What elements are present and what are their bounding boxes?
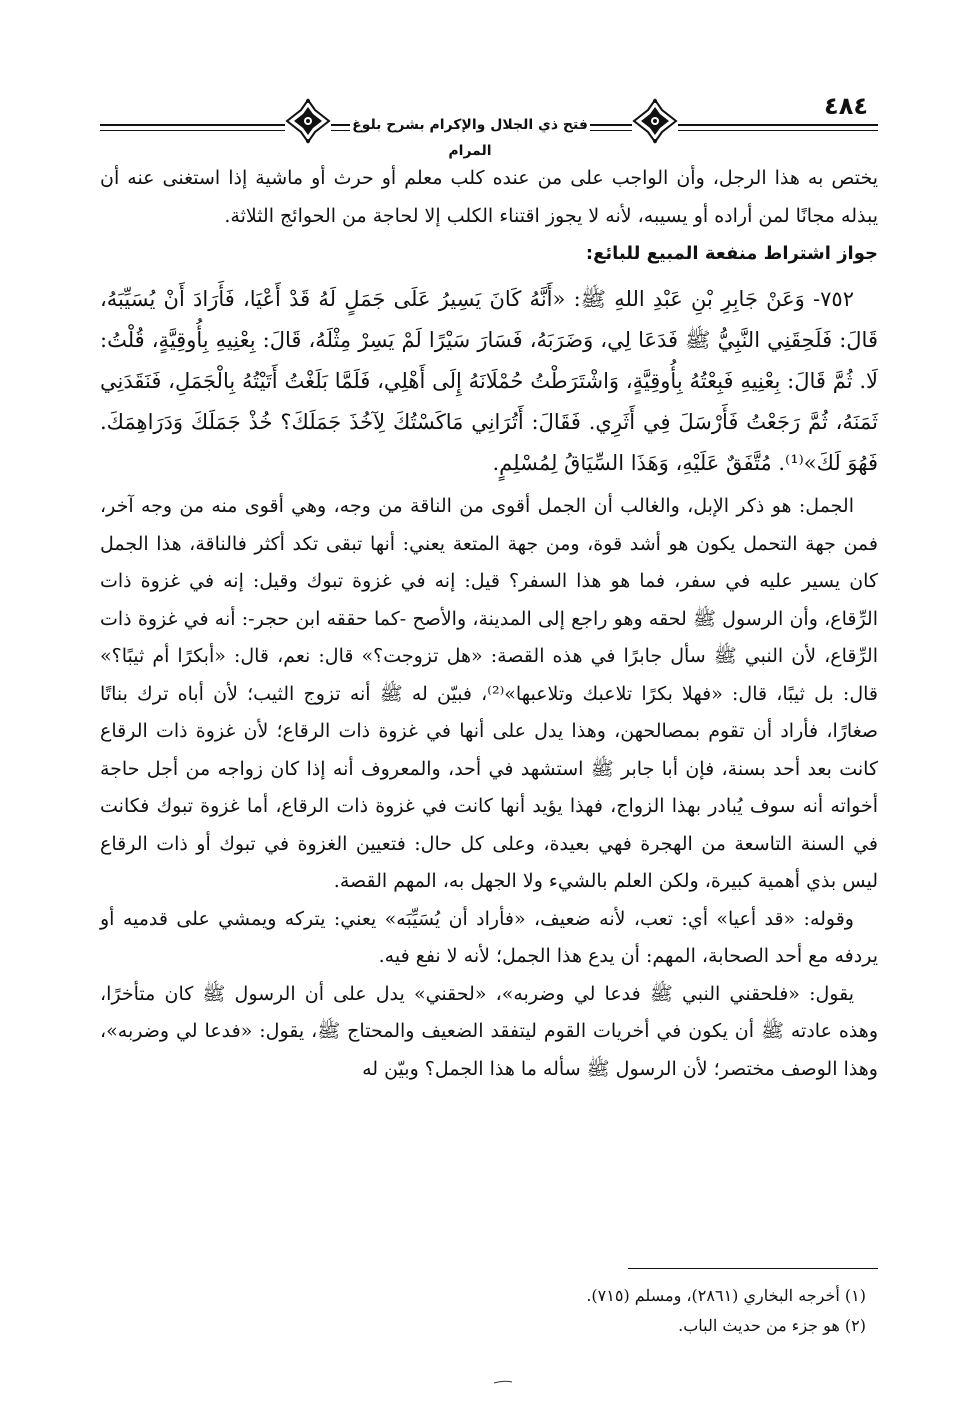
prophet-paragraph: يقول: «فلحقني النبي ﷺ فدعا لي وضربه»، «لحقني» يدل على أن الرسول ﷺ كان متأخرًا، وهذه عادته ﷺ أن يكون في أخريات القوم ليتفقد الضعيف والمحتاج ﷺ، يقول: «فدعا لي وضربه»، وهذا الوصف مختصر؛ لأن الرسول ﷺ سأله ما هذا الجمل؟ وبيّن له <box>100 982 878 1080</box>
section-heading: جواز اشتراط منفعة المبيع للبائع: <box>585 243 878 264</box>
footnote-1: (١) أخرجه البخاري (٢٨٦١)، ومسلم (٧١٥). <box>586 1286 866 1305</box>
main-text <box>100 160 878 1088</box>
book-title: فتح ذي الجلال والإكرام بشرح بلوغ المرام <box>350 112 590 164</box>
tired-paragraph: وقوله: «قد أعيا» أي: تعب، لأنه ضعيف، «فأراد أن يُسَيِّبَه» يعني: يتركه ويمشي على قدميه أو يردفه مع أحد الصحابة، المهم: أن يدع هذا الجمل؛ لأنه لا نفع فيه. <box>100 907 878 967</box>
page-number: ٤٨٤ <box>820 92 872 120</box>
hadith-text: ٧٥٢- وَعَنْ جَابِرِ بْنِ عَبْدِ اللهِ ﷺ: «أَنَّهُ كَانَ يَسِيرُ عَلَى جَمَلٍ لَهُ قَدْ أَعْيَا، فَأَرَادَ أَنْ يُسَيِّبَهُ، قَالَ: فَلَحِقَنِي النَّبِيُّ ﷺ فَدَعَا لِي، وَضَرَبَهُ، فَسَارَ سَيْرًا لَمْ يَسِرْ مِثْلَهُ، قَالَ: بِعْنِيهِ بِأُوقِيَّةٍ، قُلْتُ: لَا. ثُمَّ قَالَ: بِعْنِيهِ فَبِعْتُهُ بِأُوقِيَّةٍ، وَاشْتَرَطْتُ حُمْلَانَهُ إِلَى أَهْلِي، فَلَمَّا بَلَغْتُ أَتَيْتُهُ بِالْجَمَلِ، فَنَقَدَنِي ثَمَنَهُ، ثُمَّ رَجَعْتُ فَأَرْسَلَ فِي أَثَرِي. فَقَالَ: أَتُرَانِي مَاكَسْتُكَ لِآخُذَ جَمَلَكَ؟ خُذْ جَمَلَكَ وَدَرَاهِمَكَ. فَهُوَ لَكَ»⁽¹⁾. مُتَّفَقٌ عَلَيْهِ، وَهَذَا السِّيَاقُ لِمُسْلِمٍ. <box>100 287 878 475</box>
page-mark <box>493 1380 513 1384</box>
footnote-divider <box>628 1268 878 1269</box>
floral-ornament-icon <box>285 98 331 144</box>
floral-ornament-icon <box>632 98 678 144</box>
footnote-2: (٢) هو جزء من حديث الباب. <box>678 1316 866 1335</box>
footnotes <box>100 1268 878 1341</box>
page-header <box>100 92 878 159</box>
camel-paragraph: الجمل: هو ذكر الإبل، والغالب أن الجمل أقوى من الناقة من وجه، وهي أقوى منه من وجه آخر، فمن جهة التحمل يكون هو أشد قوة، ومن جهة المتعة يعني: أنها تبقى تكد أكثر فالناقة، هذا الجمل كان يسير عليه في سفر، فما هو هذا السفر؟ قيل: إنه في غزوة تبوك وقيل: إنه في غزوة ذات الرِّقاع، وأن الرسول ﷺ لحقه وهو راجع إلى المدينة، والأصح -كما حققه ابن حجر-: أنه في غزوة ذات الرِّقاع، لأن النبي ﷺ سأل جابرًا في هذه القصة: «هل تزوجت؟» قال: نعم، قال: «أبكرًا أم ثيبًا؟» قال: بل ثيبًا، قال: «فهلا بكرًا تلاعبك وتلاعبها»⁽²⁾، فبيّن له ﷺ أنه تزوج الثيب؛ لأن أباه ترك بناتًا صغارًا، فأراد أن تقوم بمصالحهن، وهذا يدل على أنها في غزوة ذات الرقاع؛ لأن غزوة ذات الرقاع كانت بعد أحد بسنة، فإن أبا جابر ﷺ استشهد في أحد، والمعروف أنه إذا كان زواجه من أجل حاجة أخواته أنه سوف يُبادر بهذا الزواج، فهذا يؤيد أنها كانت في غزوة ذات الرقاع، أما غزوة تبوك فكانت في السنة التاسعة من الهجرة فهي بعيدة، وعلى كل حال: فتعيين الغزوة في تبوك أو ذات الرقاع ليس بذي أهمية كبيرة، ولكن العلم بالشيء ولا الجهل به، المهم القصة. <box>100 495 879 892</box>
intro-paragraph: يختص به هذا الرجل، وأن الواجب على من عنده كلب معلم أو حرث أو ماشية إذا استغنى عنه أن يبذله مجانًا لمن أراده أو يسيبه، لأنه لا يجوز اقتناء الكلب إلا لحاجة من الحوائج الثلاثة. <box>100 167 878 227</box>
